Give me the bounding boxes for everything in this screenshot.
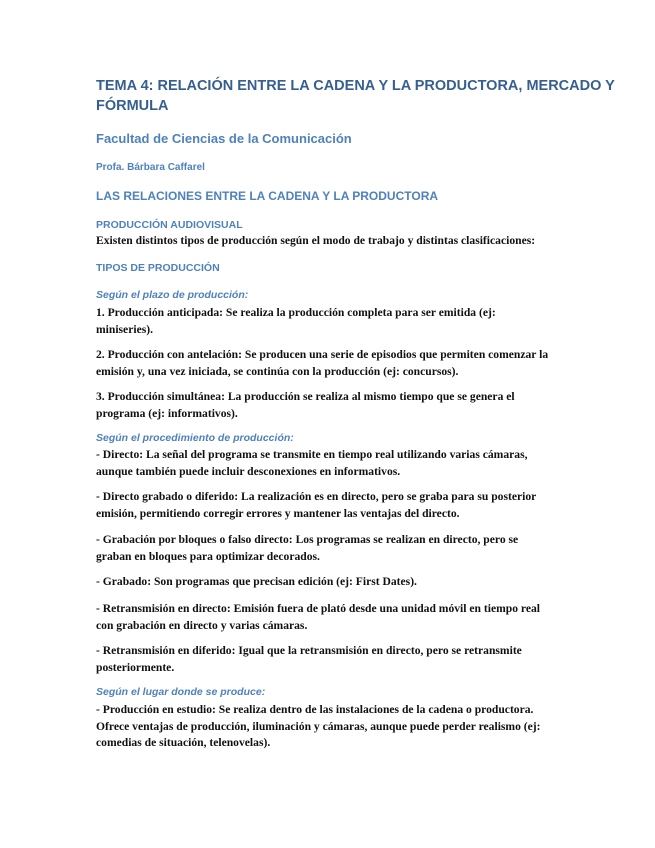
paragraph — [96, 532, 518, 565]
paragraph-line: - Grabación por bloques o falso directo: Los programas se realizan en directo, pero se — [96, 533, 519, 546]
paragraph — [96, 601, 540, 634]
intro-paragraph: Existen distintos tipos de producción según el modo de trabajo y distintas clasificaciones: — [96, 234, 536, 247]
section-heading: LAS RELACIONES ENTRE LA CADENA Y LA PRODUCTORA — [96, 189, 439, 203]
paragraph-line: - Retransmisión en directo: Emisión fuera de plató desde una unidad móvil en tiempo real — [96, 602, 541, 615]
paragraph-line: Ofrece ventajas de producción, iluminación y cámaras, aunque puede perder realismo (ej: — [96, 719, 541, 733]
group-label: Según el procedimiento de producción: — [96, 432, 294, 444]
paragraph — [96, 643, 522, 676]
group-label: Según el lugar donde se produce: — [96, 686, 266, 698]
paragraph-line: - Directo: La señal del programa se transmite en tiempo real utilizando varias cámaras, — [96, 448, 528, 461]
paragraph — [96, 489, 536, 522]
paragraph-line: graban en bloques para optimizar decorados. — [96, 549, 320, 563]
title-line: FÓRMULA — [96, 98, 169, 114]
paragraph — [96, 574, 417, 591]
paragraph-line: posteriormente. — [96, 660, 175, 674]
paragraph — [96, 447, 527, 480]
subheading-audiovisual: PRODUCCIÓN AUDIOVISUAL — [96, 219, 243, 231]
paragraph-line: comedias de situación, telenovelas). — [96, 736, 271, 749]
paragraph-line: 1. Producción anticipada: Se realiza la producción completa para ser emitida (ej: — [96, 306, 496, 319]
paragraph-line: 3. Producción simultánea: La producción se realiza al mismo tiempo que se genera el — [96, 390, 515, 403]
paragraph — [96, 389, 515, 422]
paragraph-line: - Retransmisión en diferido: Igual que la retransmisión en directo, pero se retransmite — [96, 644, 522, 657]
paragraph-line: - Grabado: Son programas que precisan edición (ej: First Dates). — [96, 575, 417, 588]
paragraph — [96, 702, 541, 752]
faculty-heading: Facultad de Ciencias de la Comunicación — [96, 131, 352, 146]
paragraph — [96, 347, 548, 380]
paragraph-line: aunque también puede incluir desconexiones en informativos. — [96, 464, 401, 478]
paragraph-line: miniseries). — [96, 322, 153, 336]
group-label: Según el plazo de producción: — [96, 289, 249, 301]
paragraph-line: programa (ej: informativos). — [96, 406, 238, 420]
paragraph — [96, 305, 496, 338]
title-line: TEMA 4: RELACIÓN ENTRE LA CADENA Y LA PRODUCTORA, MERCADO Y — [96, 78, 615, 94]
paragraph-line: - Directo grabado o diferido: La realización es en directo, pero se graba para su posterior — [96, 490, 537, 503]
paragraph-line: 2. Producción con antelación: Se producen una serie de episodios que permiten comenzar la — [96, 348, 549, 361]
paragraph-line: - Producción en estudio: Se realiza dentro de las instalaciones de la cadena o productora. — [96, 703, 534, 716]
paragraph-line: emisión y, una vez iniciada, se continúa con la producción (ej: concursos). — [96, 364, 459, 378]
paragraph-line: con grabación en directo y varias cámaras. — [96, 618, 308, 632]
document-title — [96, 76, 615, 116]
paragraph-line: emisión, permitiendo corregir errores y mantener las ventajas del directo. — [96, 506, 460, 520]
professor-name: Profa. Bárbara Caffarel — [96, 162, 205, 173]
subheading-tipos: TIPOS DE PRODUCCIÓN — [96, 262, 220, 274]
